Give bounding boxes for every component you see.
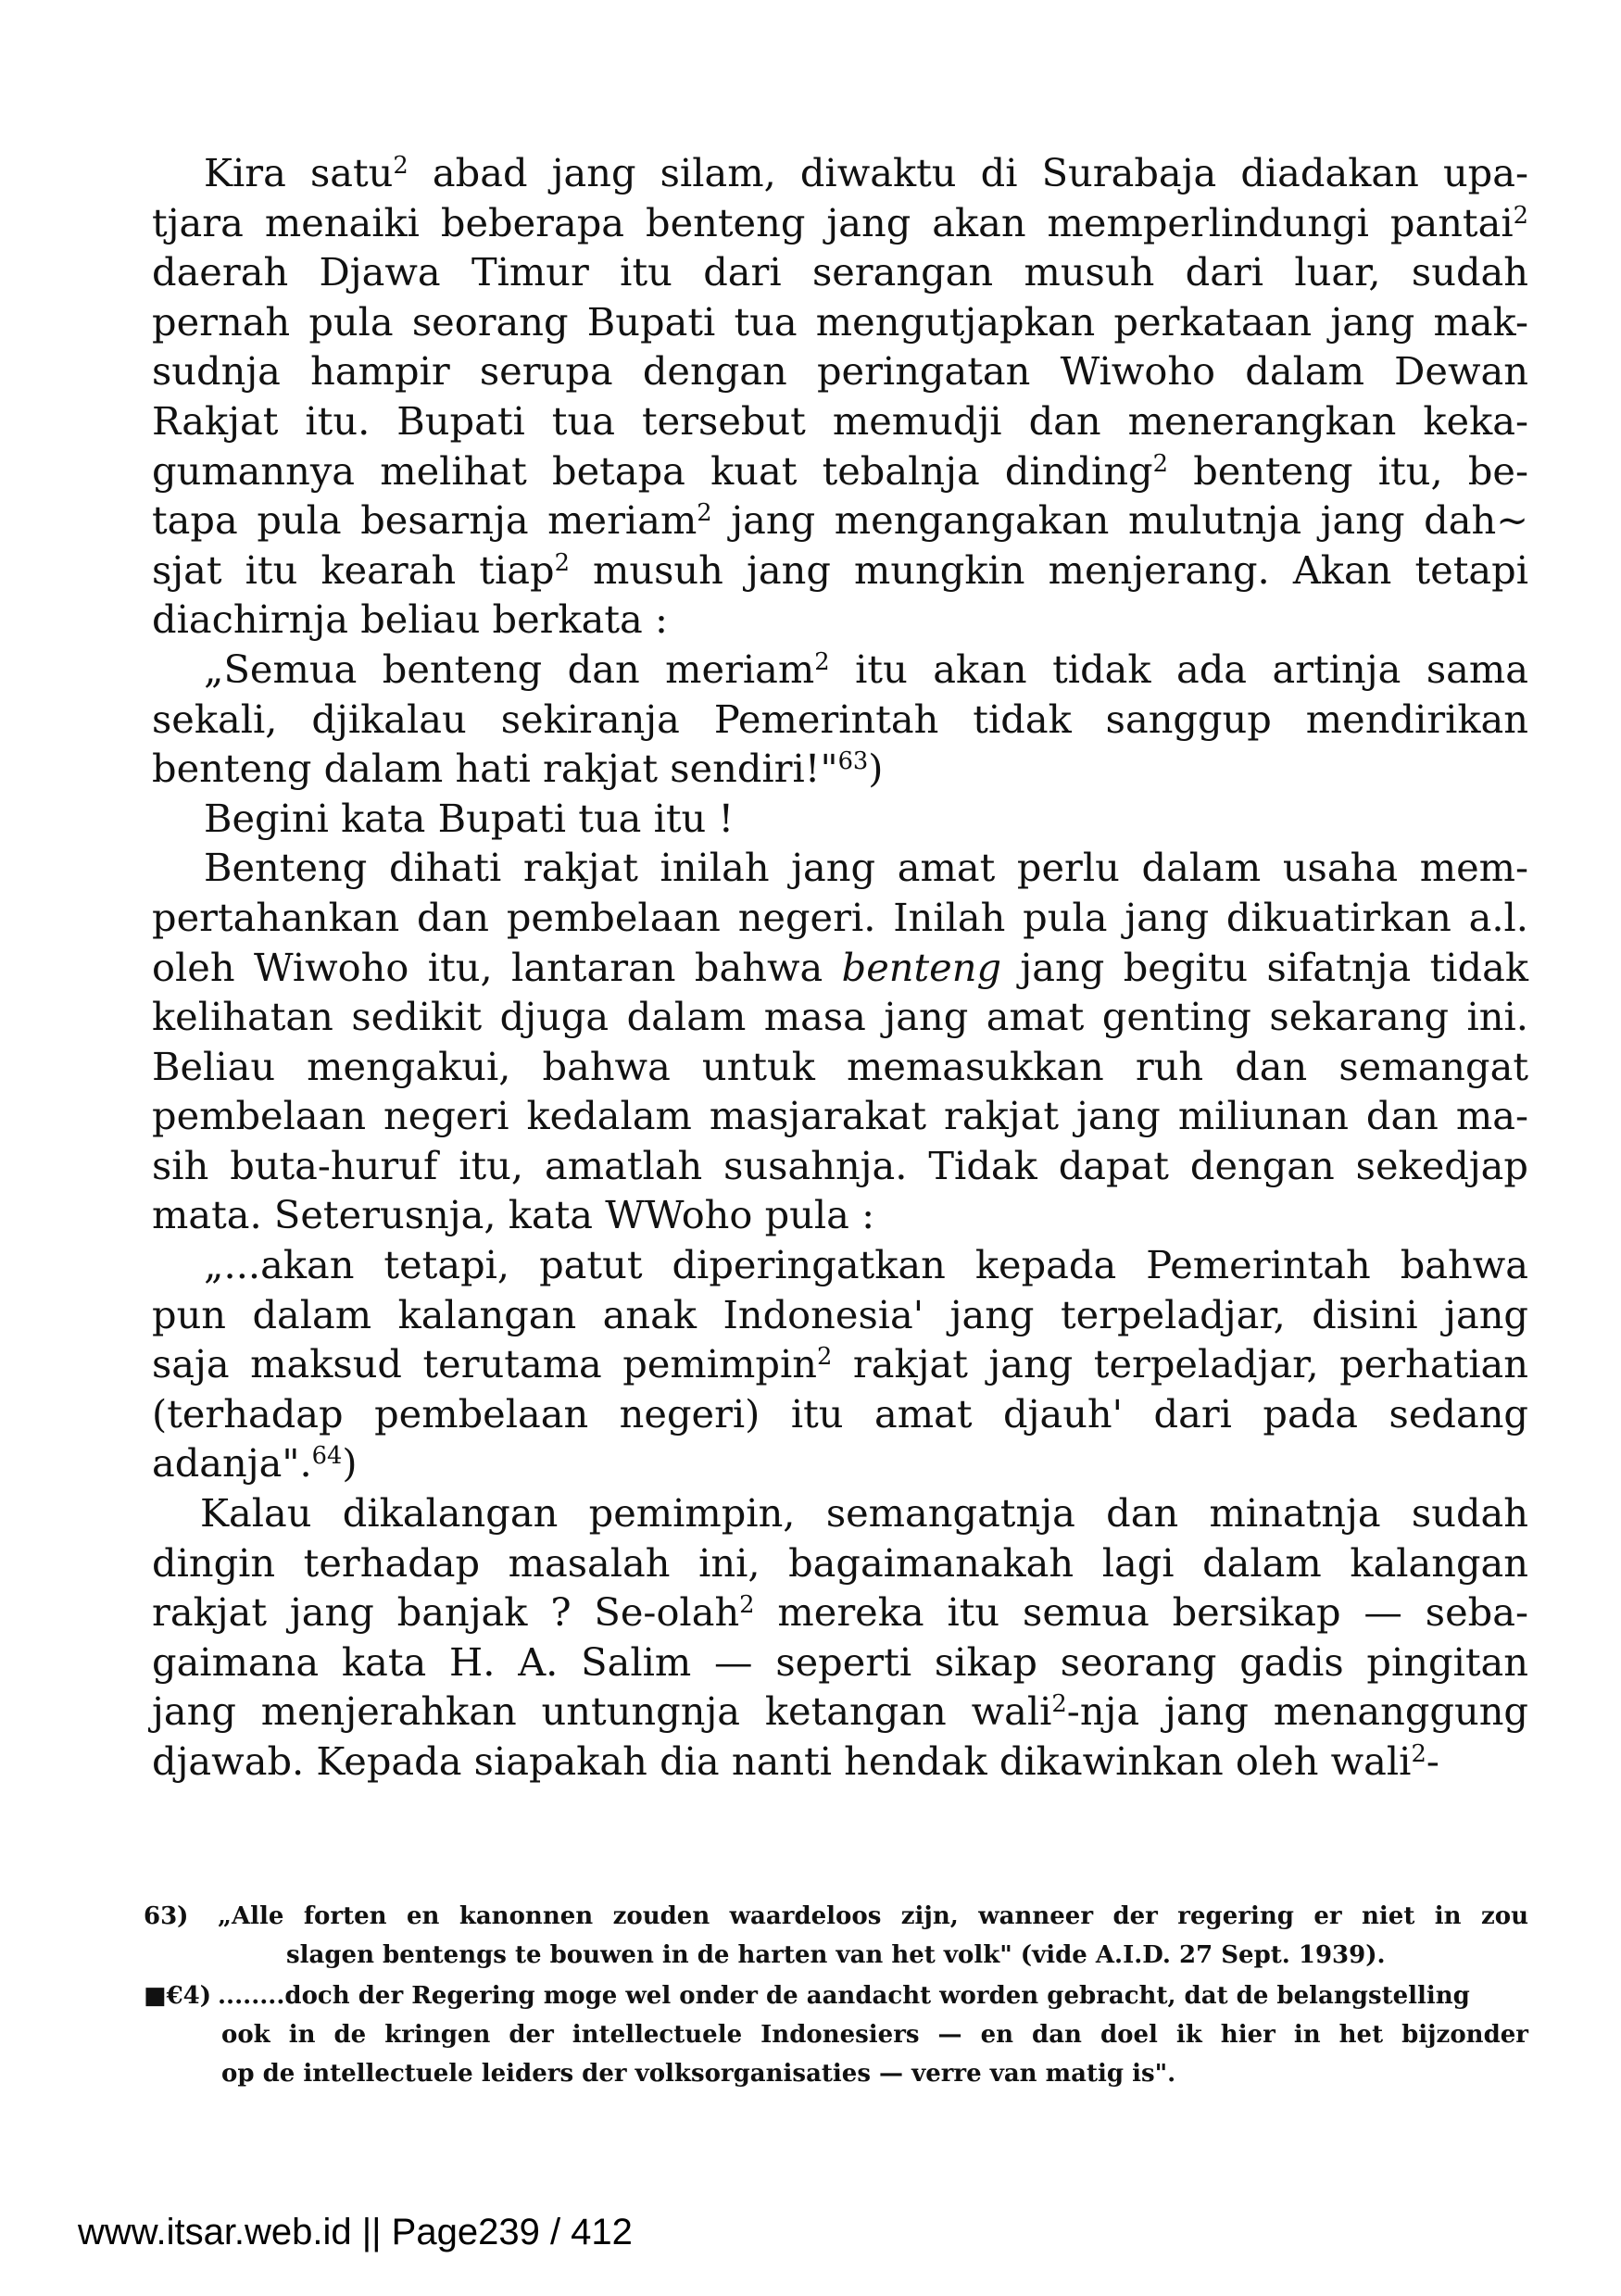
paragraph-4-line: jang menjerahkan untungnja ketangan wali$^2$-nja jang menanggung <box>152 1688 1528 1735</box>
paragraph-1-line: tapa pula besarnja meriam$^2$ jang mengangakan mulutnja jang dah~ <box>152 497 1528 544</box>
quote-2-line: adanja".$^{64}$) <box>152 1440 358 1487</box>
footnotes <box>144 1897 1528 2093</box>
footnote-number: 63) <box>144 1902 189 1930</box>
paragraph-4-line: rakjat jang banjak ? Se-olah$^2$ mereka itu semua bersikap — seba- <box>152 1589 1528 1636</box>
footnote-line: ook in de kringen der intellectuele Indonesiers — en dan doel ik hier in het bijzonder <box>221 2021 1528 2049</box>
quote-2-line: pun dalam kalangan anak Indonesia' jang terpeladjar, disini jang <box>152 1291 1528 1337</box>
paragraph-1-line: daerah Djawa Timur itu dari serangan musuh dari luar, sudah <box>152 249 1528 295</box>
page-footer: www.itsar.web.id || Page239 / 412 <box>78 2212 633 2252</box>
paragraph-1-line: gumannya melihat betapa kuat tebalnja dinding$^2$ benteng itu, be- <box>152 447 1528 494</box>
footnote-number: ■€4) <box>144 1982 212 2010</box>
paragraph-3-line: kelihatan sedikit djuga dalam masa jang amat genting sekarang ini. <box>152 994 1528 1040</box>
paragraph-4-line: gaimana kata H. A. Salim — seperti sikap seorang gadis pingitan <box>152 1638 1528 1685</box>
paragraph-1-line: Kira satu$^2$ abad jang silam, diwaktu di Surabaja diadakan upa- <box>204 150 1529 195</box>
quote-2-line: (terhadap pembelaan negeri) itu amat djauh' dari pada sedang <box>152 1390 1528 1437</box>
paragraph-4-line: dingin terhadap masalah ini, bagaimanakah lagi dalam kalangan <box>152 1539 1528 1586</box>
paragraph-4-line: djawab. Kepada siapakah dia nanti hendak dikawinkan oleh wali$^2$- <box>152 1738 1439 1784</box>
main-text <box>152 148 1528 1787</box>
footnote-64 <box>144 1976 1528 2093</box>
paragraph-3-line: pertahankan dan pembelaan negeri. Inilah pula jang dikuatirkan a.l. <box>152 894 1528 940</box>
paragraph-2: Begini kata Bupati tua itu ! <box>204 795 735 841</box>
paragraph-1-line: sudnja hampir serupa dengan peringatan Wiwoho dalam Dewan <box>152 348 1528 395</box>
paragraph-3-line: Beliau mengakui, bahwa untuk memasukkan ruh dan semangat <box>152 1043 1528 1089</box>
footnote-63 <box>144 1897 1528 1975</box>
paragraph-1-line: tjara menaiki beberapa benteng jang akan memperlindungi pantai$^2$ <box>152 199 1528 245</box>
footnote-line: op de intellectuele leiders der volksorganisaties — verre van matig is". <box>221 2060 1176 2088</box>
footnote-line: „Alle forten en kanonnen zouden waardeloos zijn, wanneer der regering er niet in zou <box>218 1902 1528 1930</box>
quote-1-line: benteng dalam hati rakjat sendiri!"$^{63}$) <box>152 746 884 792</box>
paragraph-1-line: Rakjat itu. Bupati tua tersebut memudji dan menerangkan keka- <box>152 397 1528 444</box>
quote-1-line: „Semua benteng dan meriam$^2$ itu akan tidak ada artinja sama <box>204 646 1529 692</box>
quote-2-line: saja maksud terutama pemimpin$^2$ rakjat jang terpeladjar, perhatian <box>152 1341 1528 1387</box>
footnote-line: slagen bentengs te bouwen in de harten van het volk" (vide A.I.D. 27 Sept. 1939). <box>286 1941 1386 1969</box>
paragraph-1-line: sjat itu kearah tiap$^2$ musuh jang mungkin menjerang. Akan tetapi <box>152 546 1528 593</box>
paragraph-3-line: sih buta-huruf itu, amatlah susahnja. Tidak dapat dengan sekedjap <box>152 1142 1528 1188</box>
paragraph-3-line: mata. Seterusnja, kata WWoho pula : <box>152 1192 875 1238</box>
paragraph-1-line: diachirnja beliau berkata : <box>152 596 668 643</box>
quote-1-line: sekali, djikalau sekiranja Pemerintah tidak sanggup mendirikan <box>152 696 1528 742</box>
paragraph-4-line: Kalau dikalangan pemimpin, semangatnja dan minatnja sudah <box>200 1490 1528 1537</box>
footnote-body <box>212 1976 1528 2093</box>
paragraph-3-line: oleh Wiwoho itu, lantaran bahwa benteng jang begitu sifatnja tidak <box>152 944 1528 990</box>
paragraph-3-line: Benteng dihati rakjat inilah jang amat perlu dalam usaha mem- <box>204 845 1528 891</box>
paragraph-3-line: pembelaan negeri kedalam masjarakat rakjat jang miliunan dan ma- <box>152 1093 1528 1139</box>
quote-2-line: „...akan tetapi, patut diperingatkan kepada Pemerintah bahwa <box>204 1242 1528 1288</box>
footnote-line: ........doch der Regering moge wel onder de aandacht worden gebracht, dat de belangstelling <box>218 1982 1470 2010</box>
footnote-body <box>218 1897 1528 1975</box>
paragraph-1-line: pernah pula seorang Bupati tua mengutjapkan perkataan jang mak- <box>152 298 1528 345</box>
